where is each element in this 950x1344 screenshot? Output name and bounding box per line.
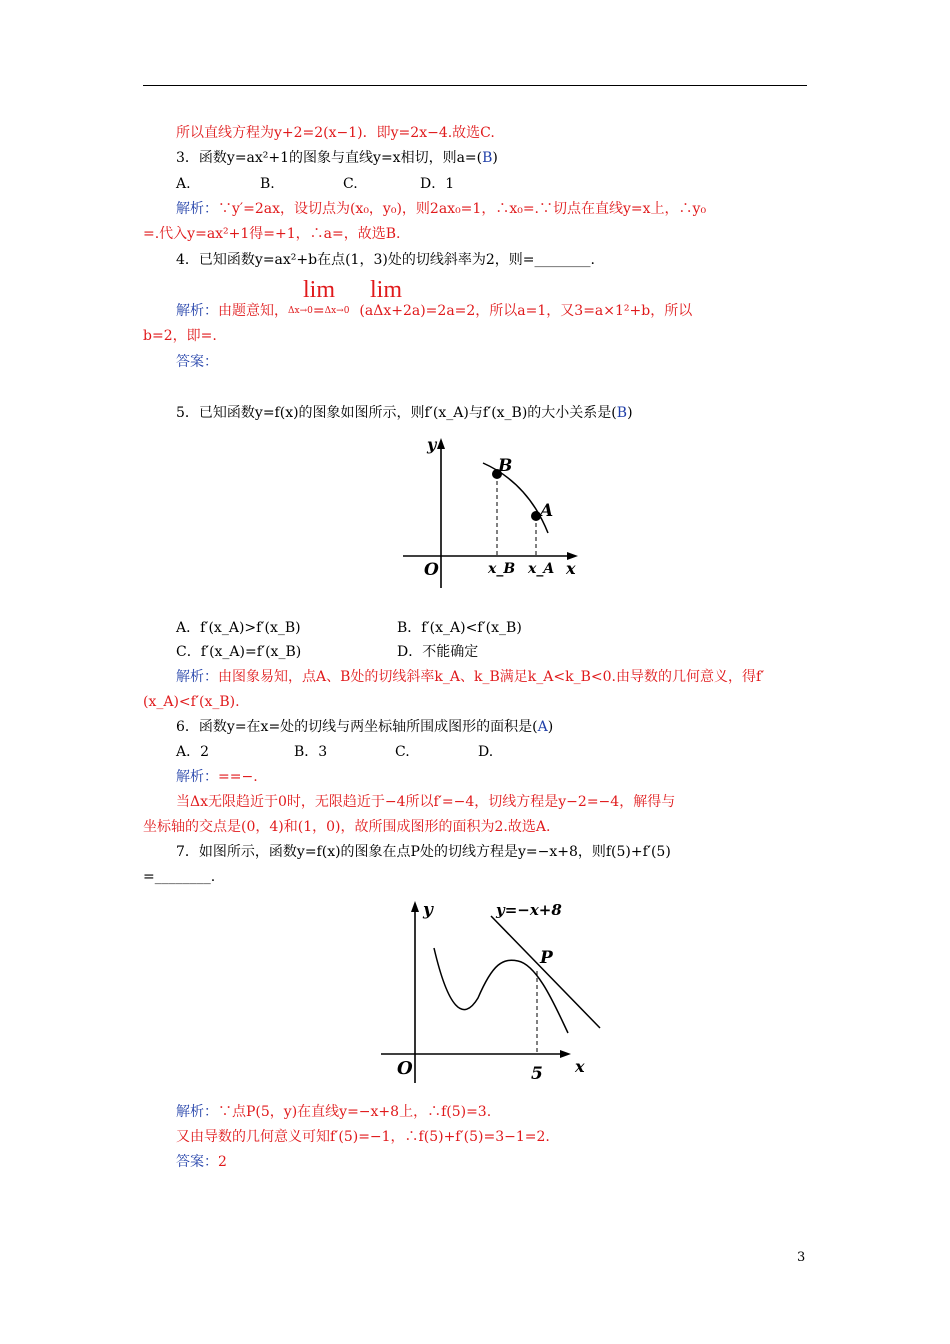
question-3-option-b: B. [260, 176, 275, 192]
question-6-option-b: B．3 [294, 744, 328, 760]
figure-2-graph [378, 893, 610, 1093]
question-6-solution-2: 当Δx无限趋近于0时，无限趋近于−4所以f′=−4，切线方程是y−2=−4，解得与 [176, 794, 676, 810]
question-6-option-c: C. [395, 744, 410, 760]
question-4-solution-1: 解析：由题意知，Δx→0=Δx→0 (aΔx+2a)=2a=2，所以a=1，又3=a×1²+b，所以 [176, 303, 693, 319]
figure-2-tick-5: 5 [531, 1064, 543, 1084]
question-6-answer: A [537, 719, 548, 735]
limit-sub-1: Δx→0 [288, 306, 313, 316]
question-7-answer: 答案：2 [176, 1154, 227, 1170]
question-4: 4．已知函数y=ax²+b在点(1，3)处的切线斜率为2，则=________. [176, 252, 595, 268]
figure-2-label-p: P [540, 948, 553, 968]
question-7-solution-1: 解析：∵点P(5，y)在直线y=−x+8上，∴f(5)=3. [176, 1104, 492, 1120]
question-6-option-d: D. [478, 744, 494, 760]
question-7-solution-2: 又由导数的几何意义可知f′(5)=−1，∴f(5)+f′(5)=3−1=2. [176, 1129, 550, 1145]
question-3-answer: B [482, 150, 493, 166]
figure-1-background [398, 433, 590, 608]
question-7-line-2: =________. [143, 869, 216, 885]
question-5-option-c: C．f′(x_A)=f′(x_B) [176, 644, 302, 660]
figure-1-tick-b: x_B [488, 561, 516, 577]
figure-1-label-b: B [498, 456, 513, 476]
figure-1-graph [398, 433, 590, 608]
question-3-option-a: A. [176, 176, 191, 192]
figure-2-line-label: y=−x+8 [496, 901, 562, 919]
question-3-option-c: C. [343, 176, 358, 192]
figure-1-origin: O [424, 560, 439, 580]
question-6-solution-1: 解析：==−. [176, 769, 258, 785]
question-5-solution-2: (x_A)<f′(x_B). [143, 694, 240, 710]
question-6: 6．函数y=在x=处的切线与两坐标轴所围成图形的面积是(A) [176, 719, 554, 735]
page-number: 3 [797, 1250, 806, 1265]
line-1: 所以直线方程为y+2=2(x−1)．即y=2x−4.故选C. [176, 125, 495, 141]
question-3-solution-1: 解析：∵y′=2ax，设切点为(x₀，y₀)，则2ax₀=1，∴x₀=.∵切点在直线y=x上，∴y₀ [176, 201, 707, 217]
figure-2-origin: O [397, 1058, 413, 1079]
question-3-solution-2: =.代入y=ax²+1得=+1，∴a=，故选B. [143, 226, 401, 242]
header-rule [143, 85, 807, 86]
limit-symbol-2: lim [370, 277, 403, 303]
question-5-option-b: B．f′(x_A)<f′(x_B) [397, 620, 522, 636]
question-5: 5．已知函数y=f(x)的图象如图所示，则f′(x_A)与f′(x_B)的大小关系是(B) [176, 405, 633, 421]
question-5-answer: B [616, 405, 628, 421]
question-3-option-d: D．1 [420, 176, 455, 192]
figure-2-x-label: x [575, 1057, 585, 1076]
question-5-option-a: A．f′(x_A)>f′(x_B) [176, 620, 301, 636]
question-6-solution-3: 坐标轴的交点是(0，4)和(1，0)，故所围成图形的面积为2.故选A. [143, 819, 551, 835]
question-4-solution-2: b=2，即=. [143, 328, 217, 344]
question-6-option-a: A．2 [176, 744, 210, 760]
question-5-solution-1: 解析：由图象易知，点A、B处的切线斜率k_A、k_B满足k_A<k_B<0.由导数的几何意义，得f′ [176, 669, 765, 685]
figure-1-label-a: A [540, 501, 554, 521]
question-7-line-1: 7．如图所示，函数y=f(x)的图象在点P处的切线方程是y=−x+8，则f(5)+f′(5) [176, 844, 671, 860]
question-3: 3．函数y=ax²+1的图象与直线y=x相切，则a=(B) [176, 150, 498, 166]
limit-sub-2: Δx→0 [324, 306, 350, 316]
limit-symbol-1: lim [303, 277, 336, 303]
figure-1-y-label: y [427, 435, 437, 454]
figure-1-tick-a: x_A [528, 561, 555, 577]
figure-2-y-label: y [423, 900, 433, 920]
figure-1-x-label: x [566, 559, 576, 578]
question-5-option-d: D．不能确定 [397, 644, 479, 660]
question-4-answer-label: 答案： [176, 354, 218, 370]
